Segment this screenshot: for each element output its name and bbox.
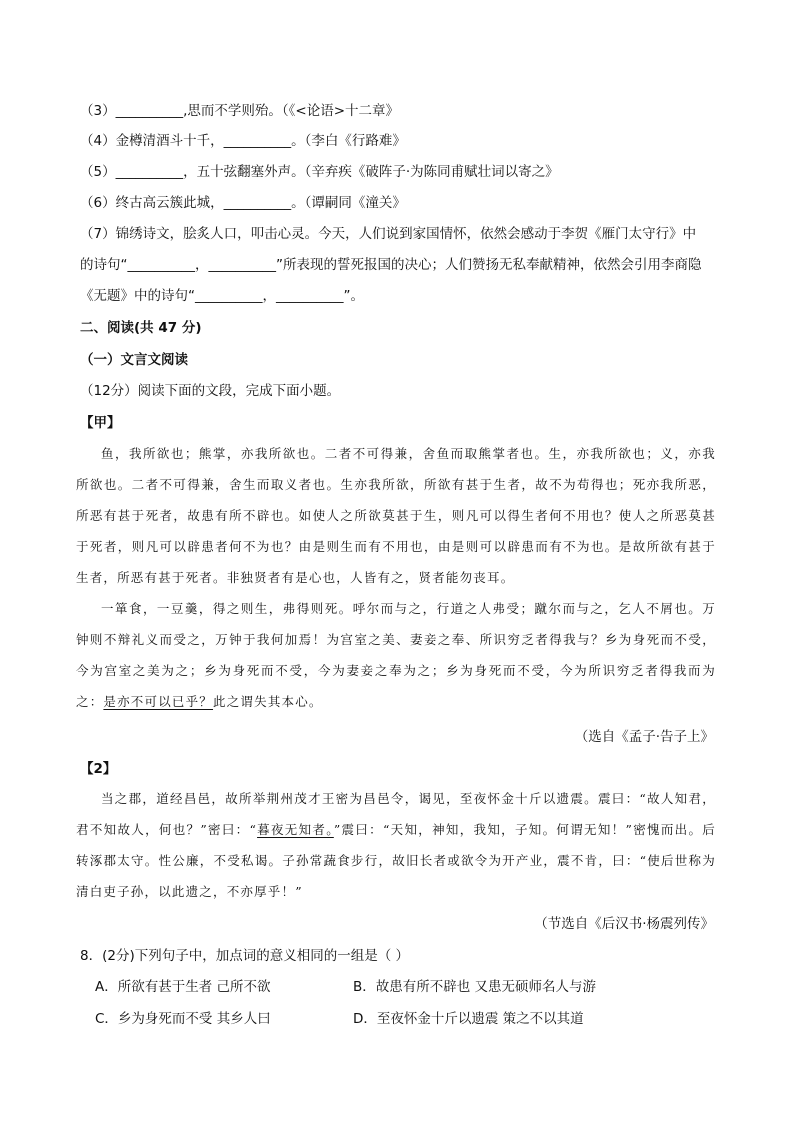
option-d: D．至夜怀金十斤以遗震 策之不以其道 bbox=[353, 1011, 584, 1027]
fill-in-item-7-line-2: 的诗句“__________，__________”所表现的誓死报国的决心；人们赞扬无私奉献精神，依然会引用李商隐 bbox=[80, 257, 702, 273]
passage-a-paragraph-2-end: 此之谓失其本心。 bbox=[213, 694, 323, 709]
underlined-sentence: 是亦不可以已乎？ bbox=[103, 694, 214, 709]
fill-in-item-5: （5）__________，五十弦翻塞外声。（辛弃疾《破阵子·为陈同甫赋壮词以寄之》 bbox=[80, 164, 559, 180]
fill-in-item-3: （3）__________,思而不学则殆。（《<论语>十二章》 bbox=[80, 103, 400, 119]
passage-a-paragraph-1: 鱼，我所欲也；熊掌，亦我所欲也。二者不可得兼，舍鱼而取熊掌者也。生，亦我所欲也；义，亦我所欲也。二者不可得兼，舍生而取义者也。生亦我所欲，所欲有甚于生者，故不为苟得也；死亦我所恶，所恶有甚于死者，故患有所不辟也。如使人之所欲莫甚于生，则凡可以得生者何不用也？使人之所恶莫甚于死者，则凡可以辟患者何不为也？由是则生而有不用也，由是则可以辟患而有不为也。是故所欲有甚于生者，所恶有甚于死者。非独贤者有是心也，人皆有之，贤者能勿丧耳。 bbox=[76, 446, 716, 585]
fill-in-item-4: （4）金樽清酒斗十千，__________。（李白《行路难》 bbox=[80, 133, 406, 149]
question-8-stem: 8．(2分)下列句子中，加点词的意义相同的一组是（ ） bbox=[80, 948, 410, 964]
section-title: 二、阅读(共 47 分) bbox=[80, 320, 202, 336]
fill-in-item-6: （6）终古高云簇此城，__________。（谭嗣同《潼关》 bbox=[80, 195, 406, 211]
passage-a-paragraph-2-main: 一箪食，一豆羹，得之则生，弗得则死。呼尔而与之，行道之人弗受；蹴尔而与之，乞人不屑也。万钟则不辩礼义而受之，万钟于我何加焉！为宫室之美、妻妾之奉、所识穷乏者得我与？乡为身死而不受，今为宫室之美为之；乡为身死而不受，今为妻妾之奉为之；乡为身死而不受，今为所识穷乏者得我而为之： bbox=[76, 601, 716, 709]
fill-in-item-7-line-3: 《无题》中的诗句“__________，__________”。 bbox=[80, 288, 364, 304]
passage-a-paragraph-2 bbox=[76, 593, 716, 717]
passage-a-text bbox=[76, 438, 716, 717]
passage-b-text bbox=[76, 783, 716, 907]
option-a: A．所欲有甚于生者 己所不欲 bbox=[95, 979, 271, 995]
passage-b-label: 【2】 bbox=[80, 761, 117, 777]
passage-b-paragraph bbox=[76, 783, 716, 907]
passage-b-paragraph-rest: ”震曰：“天知，神知，我知，子知。何谓无知！”密愧而出。后转涿郡太守。性公廉，不受私谒。子孙常蔬食步行，故旧长者或欲令为开产业，震不肯，曰：“使后世称为清白吏子孙，以此遗之，不亦厚乎！” bbox=[76, 822, 716, 899]
passage-b-paragraph-start: 当之郡，道经昌邑，故所举荆州茂才王密为昌邑令，谒见，至夜怀金十斤以遗震。震曰：“故人知君，君不知故人，何也？”密曰：“ bbox=[76, 791, 716, 837]
option-c: C．乡为身死而不受 其乡人曰 bbox=[95, 1011, 271, 1027]
passage-a-source: （选自《孟子·告子上》 bbox=[574, 729, 714, 745]
fill-in-item-7-line-1: （7）锦绣诗文，脍炙人口，叩击心灵。今天，人们说到家国情怀，依然会感动于李贺《雁门太守行》中 bbox=[80, 226, 697, 242]
reading-instruction: （12分）阅读下面的文段，完成下面小题。 bbox=[80, 383, 341, 399]
subsection-title: （一）文言文阅读 bbox=[80, 352, 188, 368]
passage-a-label: 【甲】 bbox=[80, 415, 121, 431]
passage-b-source: （节选自《后汉书·杨震列传》 bbox=[534, 916, 714, 932]
underlined-quote: 暮夜无知者。 bbox=[257, 822, 334, 837]
option-b: B．故患有所不辟也 又患无硕师名人与游 bbox=[353, 979, 597, 995]
